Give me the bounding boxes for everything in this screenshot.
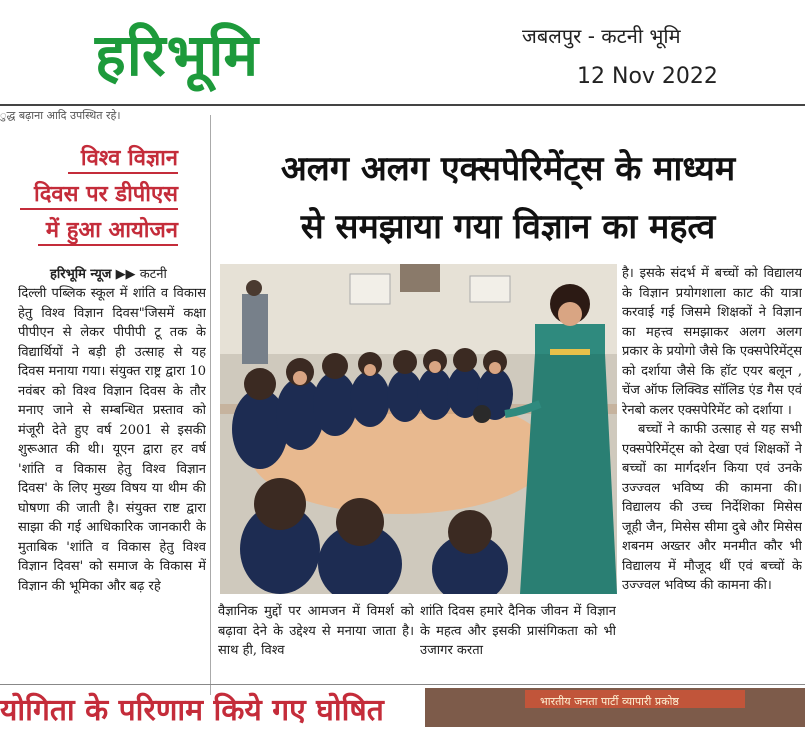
previous-article-fragment: ुद्ध बढ़ाना आदि उपस्थित रहे।: [0, 109, 121, 122]
side-headline-line-3: में हुआ आयोजन: [8, 212, 178, 248]
main-headline: [218, 140, 798, 256]
publication-date: 12 Nov 2022: [577, 64, 718, 89]
banner-text: भारतीय जनता पार्टी व्यापारी प्रकोष्ठ: [540, 695, 679, 708]
article-column-4: [622, 264, 802, 680]
article-paragraph: दिल्ली पब्लिक स्कूल में शांति व विकास हेतु विश्व विज्ञान दिवस"जिसमें कक्षा पीपीएन से लेकर पीपीपी टू तक के विद्यार्थियों ने बड़ी ही उत्साह से यह दिवस मनाया गया। संयुक्त राष्ट्र द्वारा 10 नवंबर को विश्व विज्ञान दिवस के तौर मनाए जाने से सम्बन्धित प्रस्ताव को मंजूरी देते हुए वर्ष 2001 से इसकी शुरूआत की थी। यूएन द्वारा हर वर्ष 'शांति व विकास हेतु विश्व विज्ञान दिवस' के लिए मुख्य विषय या थीम की घोषणा की जाती है। संयुक्त राष्ट द्वारा साझा की गई आधिकारिक जानकारी के मुताबिक 'शांति व विकास हेतु विश्व विज्ञान दिवस' को समाज के विकास में विज्ञान की भूमिका और बढ़ रहे: [18, 286, 206, 594]
next-article-headline: योगिता के परिणाम किये गए घोषित: [0, 693, 384, 728]
header-divider: [0, 104, 805, 106]
masthead-logo: [95, 20, 385, 90]
byline-source: हरिभूमि न्यूज: [50, 267, 112, 282]
side-headline-line-1: विश्व विज्ञान: [8, 140, 178, 176]
article-column-1: [18, 284, 206, 680]
bottom-divider: [0, 684, 805, 685]
article-paragraph: वैज्ञानिक मुद्दों पर आमजन में विमर्श को बढ़ावा देने के उद्देश्य से मनाया जाता है। साथ ही, विश्व: [218, 604, 414, 658]
byline: [50, 264, 167, 282]
side-headline: [8, 140, 178, 248]
article-column-3: [420, 602, 616, 680]
article-paragraph: शांति दिवस हमारे दैनिक जीवन में विज्ञान के महत्व और इसकी प्रासंगिकता को भी उजागर करता: [420, 604, 616, 658]
main-headline-line-2: से समझाया गया विज्ञान का महत्व: [300, 207, 716, 247]
side-headline-line-2: दिवस पर डीपीएस: [8, 176, 178, 212]
masthead-logo-text: हरिभूमि: [95, 21, 260, 89]
next-article-photo: [425, 688, 805, 727]
side-headline-underline: [68, 172, 178, 174]
main-headline-line-1: अलग अलग एक्सपेरिमेंट्स के माध्यम: [280, 149, 736, 189]
byline-city: कटनी: [139, 267, 167, 282]
edition-name: जबलपुर - कटनी भूमि: [522, 24, 681, 48]
side-headline-underline: [20, 208, 178, 210]
article-photo: [220, 264, 617, 594]
article-paragraph: है। इसके संदर्भ में बच्चों को विद्यालय के विज्ञान प्रयोगशाला काट की यात्रा करवाई गई जिसमे शिक्षकों ने विज्ञान का महत्त्व समझाकर अलग अलग प्रकार के प्रयोगो जैसे कि एक्सपेरिमेंट्स को दर्शाया जैसे कि हॉट एयर बलून , चेंज ऑफ लिक्विड सॉलिड एंड गैस एवं रेनबो कलर एक्सपेरिमेंट को दर्शाया ।: [622, 266, 802, 418]
article-paragraph: बच्चों ने काफी उत्साह से यह सभी एक्सपेरिमेंट्स को देखा एवं शिक्षकों ने बच्चों का मार्गदर्शन किया एवं उनके उज्ज्वल भविष्य की कामना की। विद्यालय की उच्च निर्देशिका मिसेस जूही जैन, मिसेस सीमा दुबे और मिसेस शबनम अख्तर और मनमीत कौर भी विद्यालय में मौजूद थीं एवं बच्चों के उज्ज्वल भविष्य की कामना की।: [622, 422, 802, 593]
side-headline-underline: [38, 244, 178, 246]
classroom-photo-image: [220, 264, 617, 594]
article-column-2: [218, 602, 414, 680]
byline-arrows-icon: ▶▶: [115, 267, 136, 282]
column-divider: [210, 115, 211, 695]
